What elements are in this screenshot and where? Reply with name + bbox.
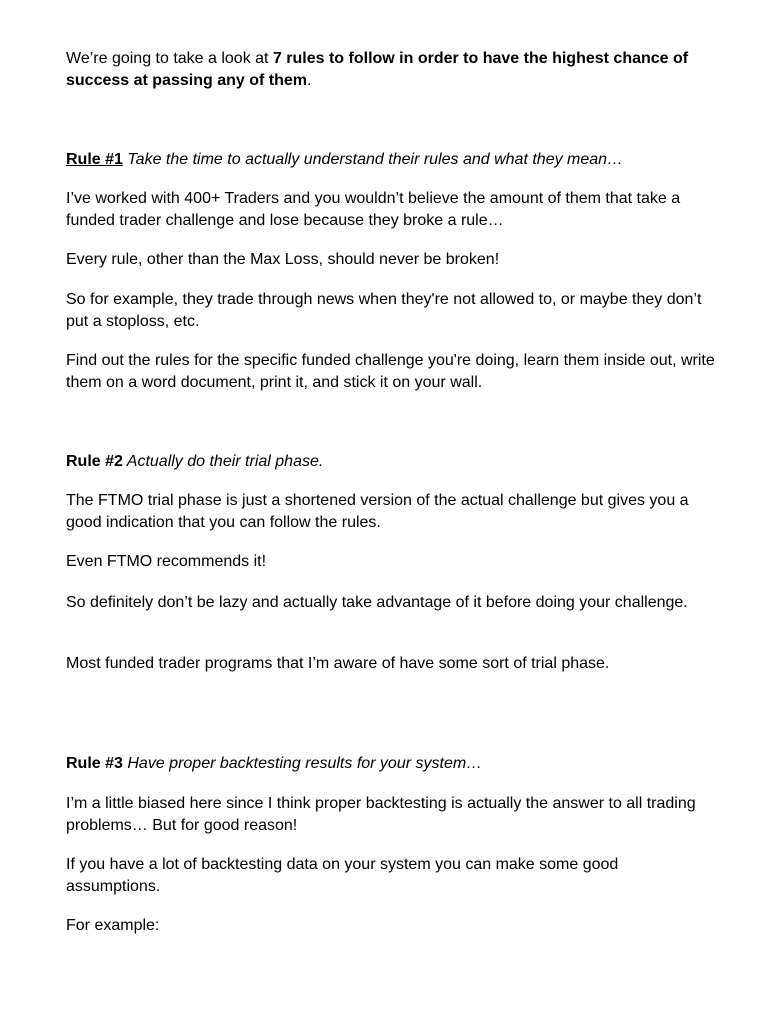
rule-3-paragraph: I’m a little biased here since I think proper backtesting is actually the answer to all trading problems… But for good reason! — [66, 795, 696, 834]
rule-2-paragraph: So definitely don’t be lazy and actually take advantage of it before doing your challenge. — [66, 594, 688, 611]
rule-2-heading — [66, 451, 716, 473]
rule-1-paragraph: So for example, they trade through news when they're not allowed to, or maybe they don’t put a stoploss, etc. — [66, 291, 702, 330]
rule-2-paragraph: Even FTMO recommends it! — [66, 553, 267, 570]
rule-3-paragraph: If you have a lot of backtesting data on your system you can make some good assumptions. — [66, 856, 619, 895]
rule-1-paragraph: Find out the rules for the specific funded challenge you're doing, learn them inside out, write them on a word document, print it, and stick it on your wall. — [66, 352, 715, 391]
rule-3-heading — [66, 753, 716, 775]
rule-1-label: Rule #1 — [66, 151, 123, 168]
intro-bold: 7 rules to follow in order to have the highest chance of success at passing any of them — [66, 50, 689, 89]
rule-3-paragraph: For example: — [66, 917, 160, 934]
rule-3-title: Have proper backtesting results for your system… — [122, 755, 483, 772]
rule-2-paragraph: Most funded trader programs that I’m aware of have some sort of trial phase. — [66, 655, 610, 672]
intro-tail: . — [306, 72, 312, 89]
rule-2-title: Actually do their trial phase. — [122, 453, 324, 470]
rule-2-label: Rule #2 — [66, 453, 123, 470]
intro-paragraph — [66, 48, 716, 92]
intro-lead: We’re going to take a look at — [66, 50, 273, 67]
rule-1-paragraph: I’ve worked with 400+ Traders and you wouldn’t believe the amount of them that take a funded trader challenge and lose because they broke a rule… — [66, 190, 681, 229]
rule-3-label: Rule #3 — [66, 755, 123, 772]
rule-1-heading — [66, 149, 716, 171]
rule-1-title: Take the time to actually understand their rules and what they mean… — [122, 151, 624, 168]
rule-2-paragraph: The FTMO trial phase is just a shortened version of the actual challenge but gives you a good indication that you can follow the rules. — [66, 492, 689, 531]
rule-1-paragraph: Every rule, other than the Max Loss, should never be broken! — [66, 251, 500, 268]
